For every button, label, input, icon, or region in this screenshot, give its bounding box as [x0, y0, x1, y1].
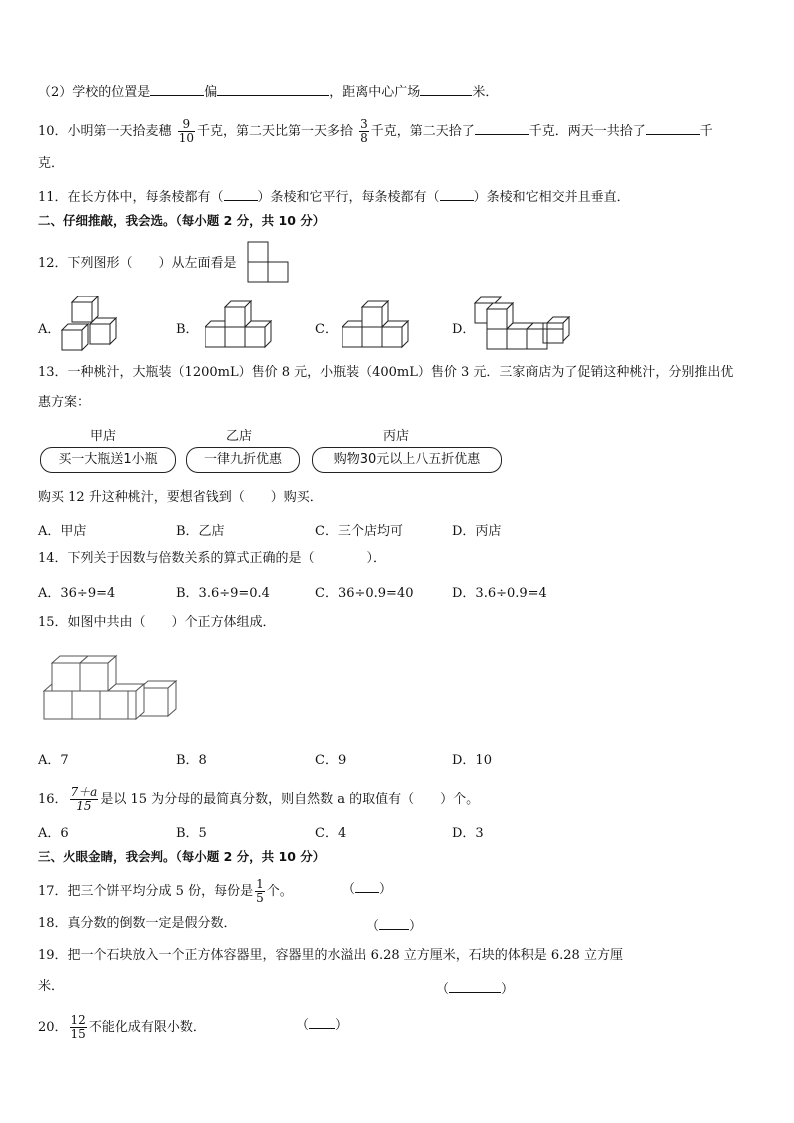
- question-10-wrap: 克．: [38, 156, 65, 171]
- option-d[interactable]: D．3.6÷0.9=4: [452, 586, 547, 601]
- section-heading: 三、火眼金睛，我会判。（每小题 2 分，共 10 分）: [38, 849, 326, 864]
- question-16-stem: 16． $\frac{7+a}{15}$ 是以 15 为分母的最简真分数，则自然数 a 的取值有（ ）个。: [38, 785, 480, 813]
- question-17: 17．把三个饼平均分成 5 份，每份是 $\frac{1}{5}$ 个。: [38, 877, 293, 905]
- shop-name-yi: 乙店: [226, 429, 253, 444]
- option-a[interactable]: A．36÷9=4: [38, 586, 116, 601]
- question-19-wrap: 米．: [38, 979, 65, 994]
- question-13-question: 购买 12 升这种桃汁，要想省钱到（ ）购买．: [38, 490, 323, 505]
- question-13-stem: 13．一种桃汁，大瓶装（1200mL）售价 8 元，小瓶装（400mL）售价 3 元．三家商店为了促销这种桃汁，分别推出优: [38, 365, 734, 380]
- answer-blank[interactable]: [440, 187, 474, 201]
- answer-blank[interactable]: [475, 121, 529, 135]
- option-c[interactable]: C．三个店均可: [315, 524, 403, 539]
- option-d-label[interactable]: D．: [452, 322, 476, 337]
- fraction: $\frac{3}{8}$: [360, 117, 368, 145]
- question-20: 20． $\frac{12}{15}$ 不能化成有限小数．: [38, 1013, 206, 1041]
- option-b[interactable]: B．3.6÷9=0.4: [176, 586, 270, 601]
- judge-parens[interactable]: （ ）: [296, 1018, 349, 1033]
- question-10: 10．小明第一天拾麦穗 $\frac{9}{10}$ 千克，第二天比第一天多拾 $\frac{3}{8}$ 千克，第二天拾了 千克．两天一共拾了 千: [38, 117, 713, 145]
- option-b-cube-figure: [205, 300, 277, 352]
- option-a-label[interactable]: A．: [38, 322, 61, 337]
- option-b[interactable]: B．8: [176, 753, 207, 768]
- option-c[interactable]: C．4: [315, 826, 347, 841]
- shop-offer-bing: 购物30元以上八五折优惠: [312, 447, 502, 473]
- option-d[interactable]: D．丙店: [452, 524, 502, 539]
- option-c-label[interactable]: C．: [315, 322, 338, 337]
- answer-blank[interactable]: [150, 82, 204, 96]
- question-18: 18．真分数的倒数一定是假分数．: [38, 916, 237, 931]
- question-13-stem-wrap: 惠方案：: [38, 395, 91, 410]
- shop-offer-yi: 一律九折优惠: [186, 447, 300, 473]
- option-d-cube-figure: [473, 295, 573, 353]
- option-d[interactable]: D．10: [452, 753, 492, 768]
- answer-blank[interactable]: [646, 121, 700, 135]
- shop-offer-jia: 买一大瓶送1小瓶: [40, 447, 176, 473]
- option-b-label[interactable]: B．: [176, 322, 199, 337]
- answer-blank[interactable]: [420, 82, 472, 96]
- option-b[interactable]: B．5: [176, 826, 207, 841]
- judge-parens[interactable]: （ ）: [366, 919, 423, 934]
- option-a[interactable]: A．6: [38, 826, 69, 841]
- option-a[interactable]: A．7: [38, 753, 69, 768]
- judge-parens[interactable]: （ ）: [436, 982, 515, 997]
- option-c[interactable]: C．9: [315, 753, 347, 768]
- question-14-stem: 14．下列关于因数与倍数关系的算式正确的是（ ）．: [38, 551, 387, 566]
- shop-name-bing: 丙店: [383, 429, 410, 444]
- shop-name-jia: 甲店: [90, 429, 117, 444]
- option-c-cube-figure: [342, 300, 414, 352]
- option-b[interactable]: B．乙店: [176, 524, 225, 539]
- fraction: $\frac{1}{5}$: [256, 877, 264, 905]
- fraction: $\frac{9}{10}$: [178, 117, 194, 145]
- question-12: 12．下列图形（ ）从左面看是: [38, 256, 237, 271]
- option-d[interactable]: D．3: [452, 826, 484, 841]
- question-11: 11．在长方体中，每条棱都有（ ）条棱和它平行，每条棱都有（ ）条棱和它相交并且垂直．: [38, 187, 630, 207]
- question-19: 19．把一个石块放入一个正方体容器里，容器里的水溢出 6.28 立方厘米，石块的体积是 6.28 立方厘: [38, 948, 623, 963]
- answer-blank[interactable]: [224, 187, 258, 201]
- answer-blank[interactable]: [217, 82, 329, 96]
- fraction: $\frac{12}{15}$: [70, 1013, 86, 1041]
- judge-parens[interactable]: （ ）: [342, 882, 393, 897]
- option-c[interactable]: C．36÷0.9=40: [315, 586, 414, 601]
- section-heading: 二、仔细推敲，我会选。（每小题 2 分，共 10 分）: [38, 213, 326, 228]
- question-9-2: （2）学校的位置是 偏 ，距离中心广场 米．: [38, 82, 498, 102]
- question-15-stem: 15．如图中共由（ ）个正方体组成．: [38, 615, 276, 630]
- left-view-figure: [247, 241, 291, 285]
- cube-stack-figure: [42, 654, 184, 728]
- fraction: $\frac{7+a}{15}$: [70, 785, 98, 813]
- option-a[interactable]: A．甲店: [38, 524, 87, 539]
- option-a-cube-figure: [60, 296, 122, 354]
